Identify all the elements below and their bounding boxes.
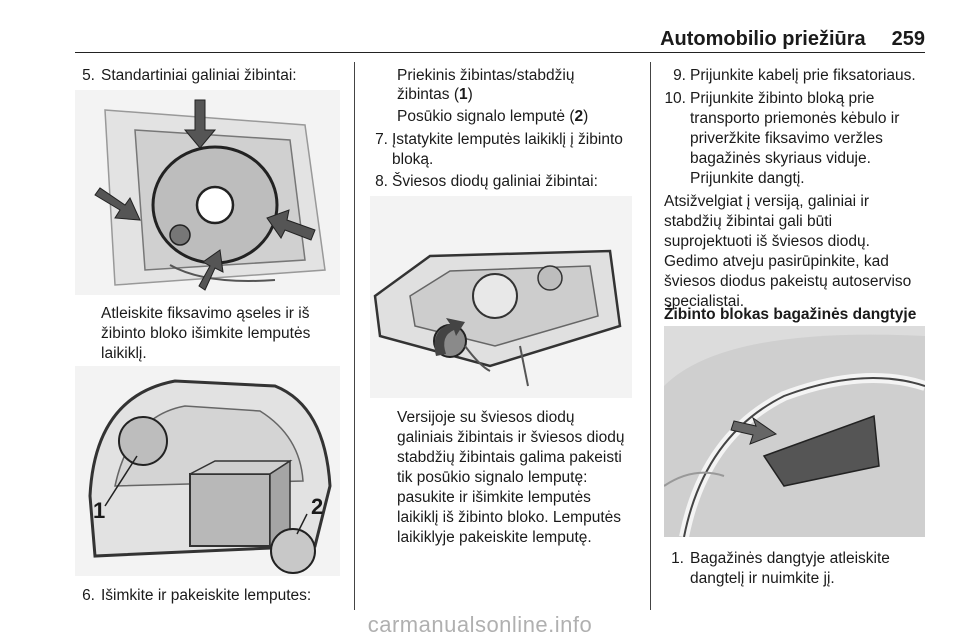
step-1-text: Bagažinės dangtyje atleiskite dangtelį ir nuimkite jį.: [690, 550, 890, 587]
step-7-number: 7.: [375, 131, 388, 148]
step-10-text: Prijunkite žibinto bloką prie transporto priemonės kėbulo ir priveržkite fiksavimo veržles bagažinės skyriaus viduje. Prijunkite dangtį.: [690, 90, 900, 187]
step-9-number: 9.: [673, 67, 686, 84]
figure-label-2: 2: [311, 494, 324, 519]
step-9-text: Prijunkite kabelį prie fiksatoriaus.: [690, 67, 916, 84]
page-header: [75, 28, 925, 52]
page-number: 259: [891, 28, 925, 50]
step-6-text: Išimkite ir pakeiskite lemputes:: [101, 587, 312, 604]
step-10-number: 10.: [664, 90, 686, 107]
header-rule: [75, 52, 925, 53]
led-lamp-figure: [370, 196, 632, 398]
note-paragraph: Atsižvelgiat į versiją, galiniai ir stabdžių žibintai gali būti suprojektuoti iš šviesos diodų. Gedimo atveju pasirūpinkite, kad šviesos diodus pakeistų autoserviso specialistai.: [664, 193, 912, 310]
step-5-number: 5.: [82, 67, 95, 84]
caption-2: Versijoje su šviesos diodų galiniais žibintais ir šviesos diodų stabdžių žibintais galima pakeisti tik posūkio signalo lemputę: pasukite ir išimkite lemputės laikiklį iš žibinto bloko. Lemputės laikiklyje pakeiskite lemputę.: [397, 409, 625, 546]
step-8-number: 8.: [375, 173, 388, 190]
step-1-number: 1.: [671, 550, 684, 567]
tailgate-figure: [664, 326, 925, 537]
chapter-title: Automobilio priežiūra: [660, 28, 866, 50]
column-rule-2: [650, 62, 651, 610]
column-rule-1: [354, 62, 355, 610]
watermark: carmanualsonline.info: [367, 612, 593, 637]
lamp-1-line-2: žibintas (1): [397, 86, 473, 103]
figure-label-1: 1: [93, 498, 106, 523]
step-8-text: Šviesos diodų galiniai žibintai:: [392, 173, 598, 190]
lamp-2-line: Posūkio signalo lemputė (2): [397, 108, 589, 125]
step-6-number: 6.: [82, 587, 95, 604]
step-7-text: Įstatykite lemputės laikiklį į žibinto bloką.: [392, 131, 623, 168]
bulb-holder-figure: [75, 366, 340, 576]
lamp-1-line-1: Priekinis žibintas/stabdžių: [397, 67, 575, 84]
caption-1: Atleiskite fiksavimo ąseles ir iš žibinto bloko išimkite lemputės laikiklį.: [101, 305, 311, 362]
tail-lamp-figure: [75, 90, 340, 295]
section-title: Žibinto blokas bagažinės dangtyje: [664, 306, 917, 323]
step-5-text: Standartiniai galiniai žibintai:: [101, 67, 297, 84]
